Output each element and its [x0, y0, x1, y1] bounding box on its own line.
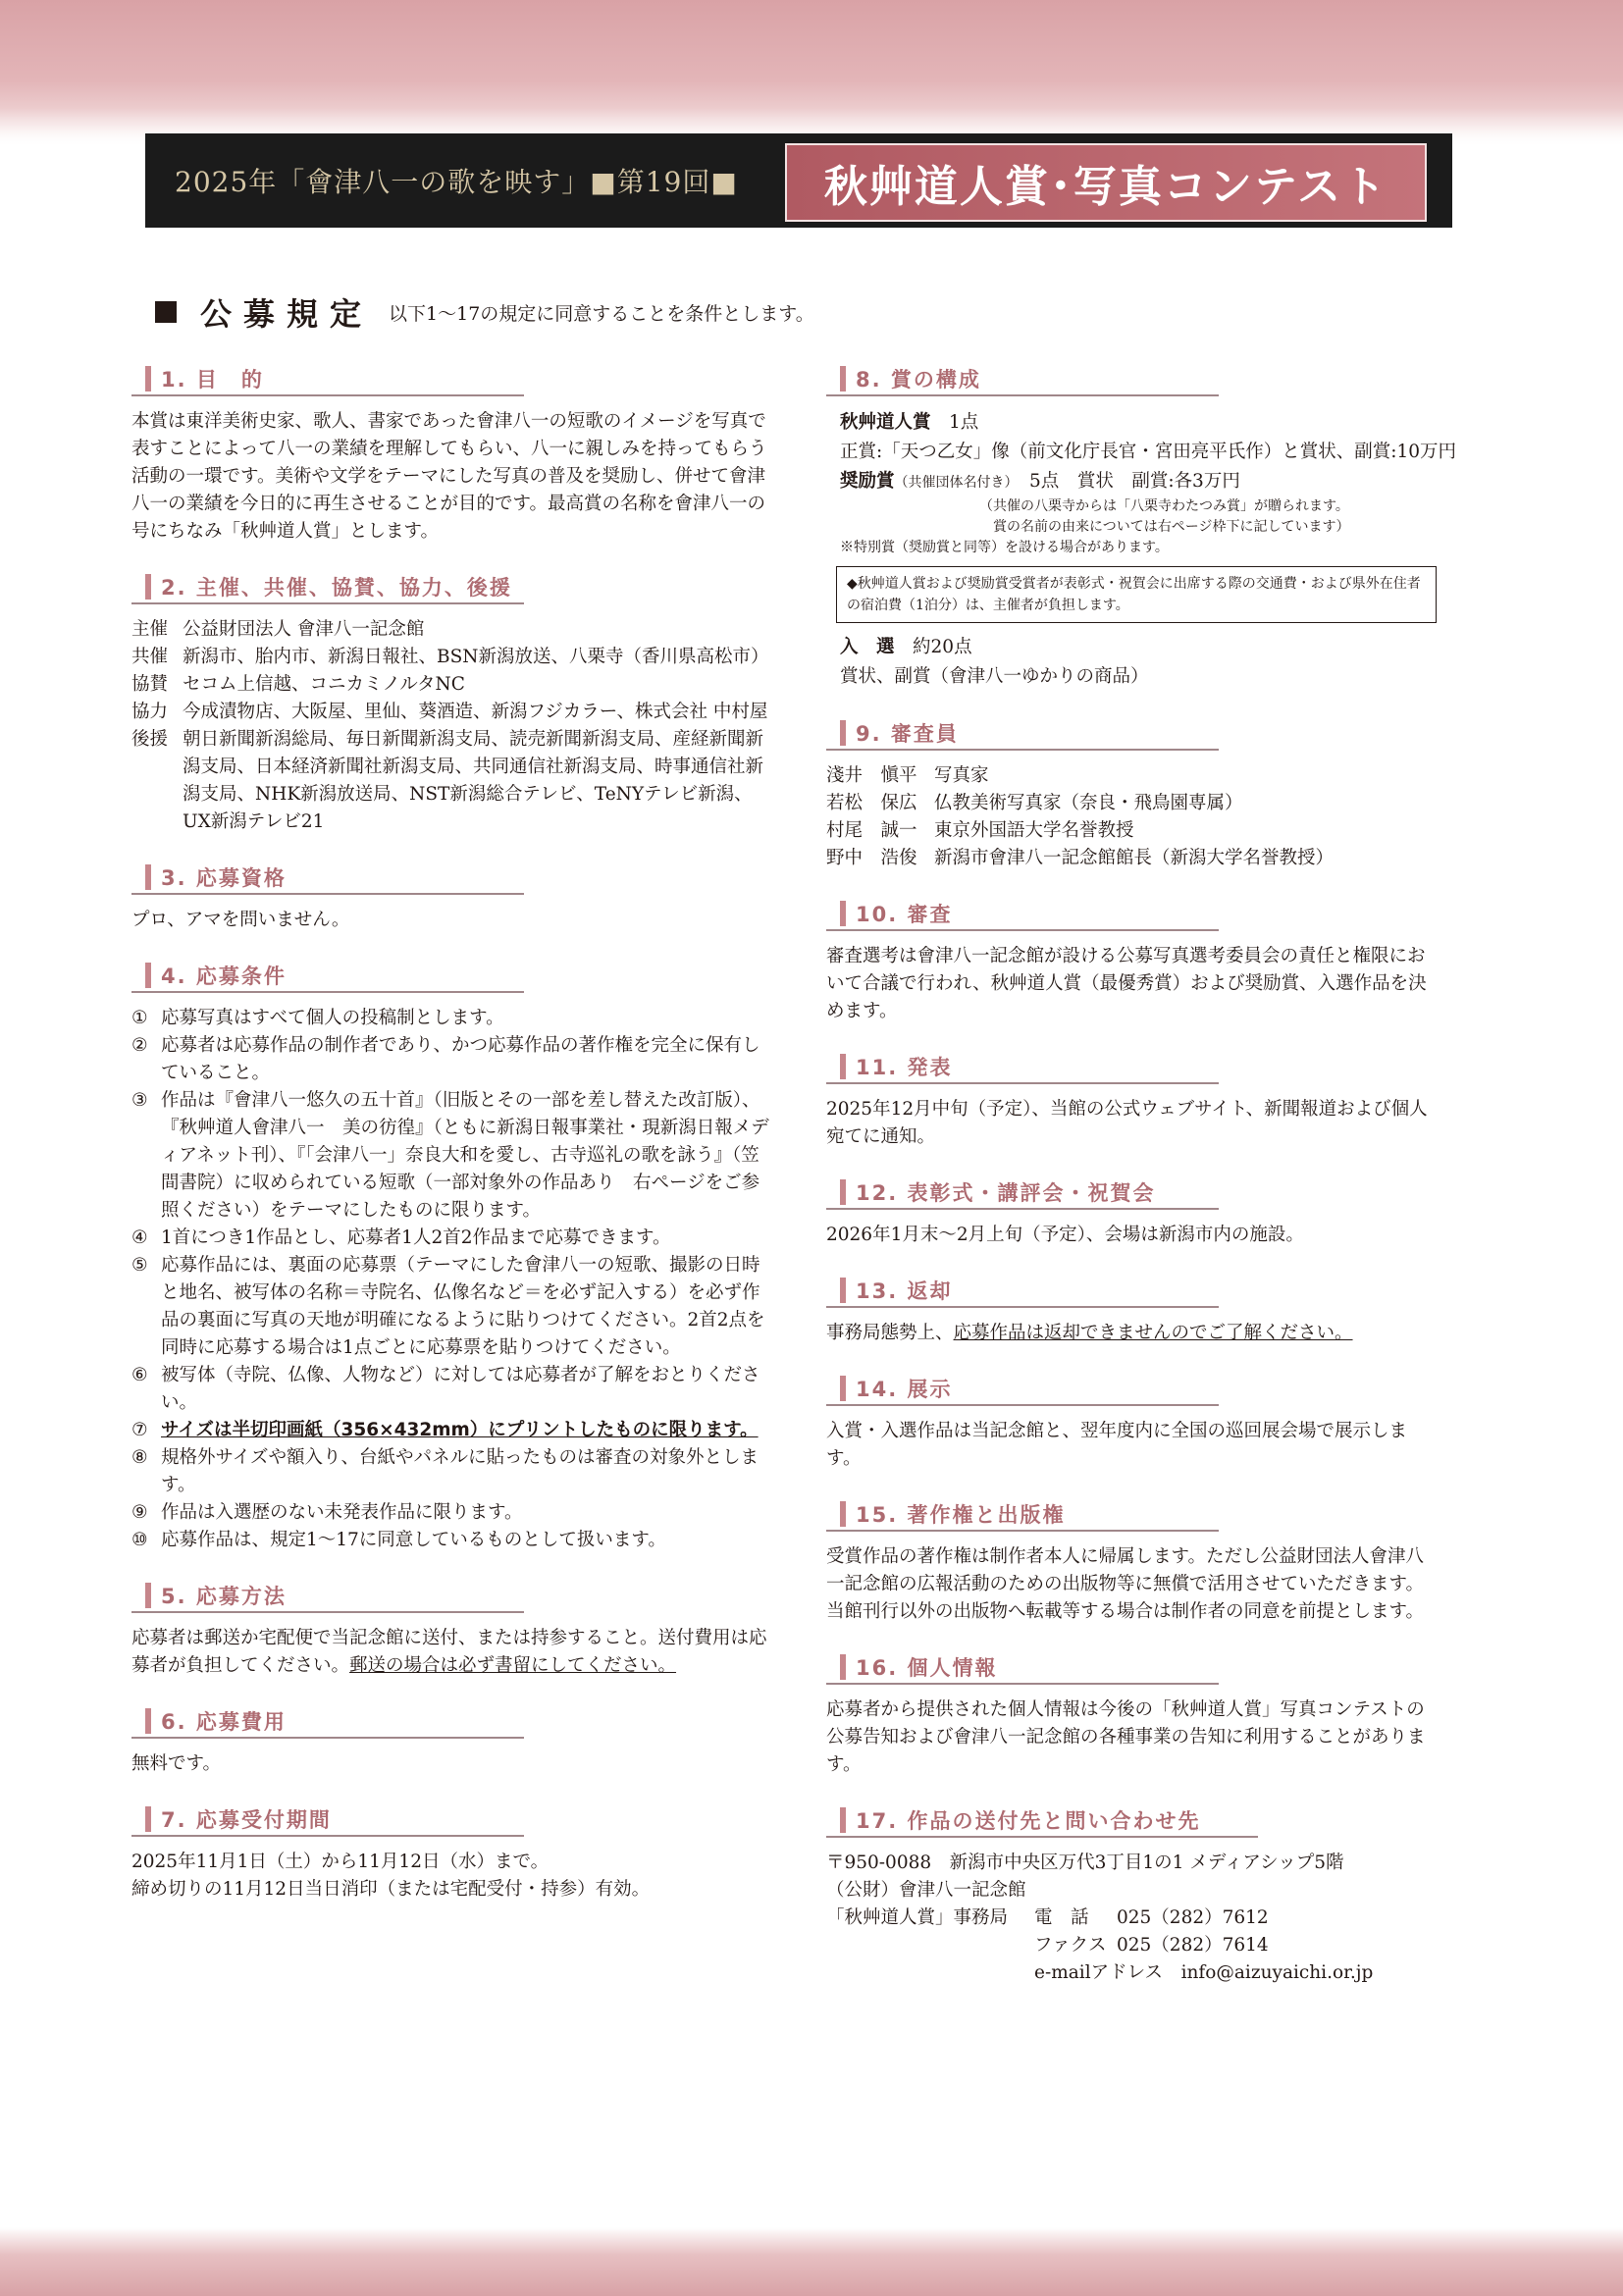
section-title: 4. 応募条件: [161, 965, 287, 988]
section-conditions: [131, 960, 771, 1554]
period-line-1: 2025年11月1日（土）から11月12日（水）まで。: [131, 1852, 550, 1872]
prize-note-2: 賞の名前の由来については右ページ枠下に記しています）: [993, 519, 1350, 535]
section-title: 13. 返却: [856, 1279, 953, 1303]
section-header: [131, 363, 524, 396]
section-header: [131, 1803, 524, 1837]
section-title: 8. 賞の構成: [856, 368, 981, 391]
section-header: [131, 1705, 524, 1739]
list-item: ④ 1首につき1作品とし、応募者1人2首2作品まで応募できます。: [131, 1227, 671, 1248]
rules-heading: [155, 289, 814, 335]
contact-address: 〒950-0088 新潟市中央区万代3丁目1の1 メディアシップ5階: [826, 1852, 1344, 1873]
list-item: ⑩ 応募作品は、規定1〜17に同意しているものとして扱います。: [131, 1530, 666, 1550]
section-title: 17. 作品の送付先と問い合わせ先: [856, 1809, 1201, 1833]
exhibition-text: 入賞・入選作品は当記念館と、翌年度内に全国の巡回展会場で展示します。: [826, 1421, 1408, 1469]
no-return-note: 応募作品は返却できませんのでご了解ください。: [953, 1323, 1353, 1343]
section-organizers: [131, 571, 771, 836]
fee-text: 無料です。: [131, 1753, 222, 1774]
grand-prize: 秋艸道人賞 1点: [840, 412, 979, 433]
section-announcement: [826, 1051, 1435, 1151]
section-contact: [826, 1804, 1435, 1987]
section-ceremony: [826, 1176, 1435, 1249]
section-title: 14. 展示: [856, 1378, 953, 1401]
section-period: [131, 1803, 771, 1904]
right-column: [826, 363, 1457, 2012]
section-title: 15. 著作権と出版権: [856, 1503, 1066, 1527]
email-link[interactable]: info@aizuyaichi.or.jp: [1180, 1962, 1374, 1983]
section-title: 2. 主催、共催、協賛、協力、後援: [161, 576, 512, 600]
expenses-note-box: ◆秋艸道人賞および奨励賞受賞者が表彰式・祝賀会に出席する際の交通費・および県外在住者の宿泊費（1泊分）は、主催者が負担します。: [836, 566, 1437, 623]
list-item: ⑧ 規格外サイズや額入り、台紙やパネルに貼ったものは審査の対象外とします。: [131, 1447, 759, 1495]
contact-org: （公財）會津八一記念館: [826, 1880, 1026, 1901]
section-header: [826, 1498, 1219, 1532]
section-fee: [131, 1705, 771, 1778]
prize-note-1: （共催の八栗寺からは「八栗寺わたつみ賞」が贈られます。: [979, 498, 1349, 514]
copyright-text: 受賞作品の著作権は制作者本人に帰属します。ただし公益財団法人會津八一記念館の広報活動のための出版物等に無償で活用させていただきます。当館刊行以外の出版物へ転載等する場合は制作者の同意を前提とします。: [826, 1546, 1425, 1622]
section-copyright: [826, 1498, 1435, 1626]
return-text: 事務局態勢上、応募作品は返却できませんのでご了解ください。: [826, 1323, 1353, 1343]
encouragement-prize: 奨励賞（共催団体名付き） 5点 賞状 副賞:各3万円: [840, 471, 1240, 492]
table-row: 野中 浩俊 新潟市會津八一記念館館長（新潟大学名誉教授）: [826, 848, 1335, 868]
list-item: ⑦ サイズは半切印画紙（356×432mm）にプリントしたものに限ります。: [131, 1420, 759, 1440]
section-title: 16. 個人情報: [856, 1656, 998, 1680]
section-title: 6. 応募費用: [161, 1710, 287, 1734]
method-text: 応募者は郵送か宅配便で当記念館に送付、または持参すること。送付費用は応募者が負担してください。郵送の場合は必ず書留にしてください。: [131, 1628, 767, 1676]
organizers-table: [131, 616, 771, 836]
table-row: 淺井 愼平 写真家: [826, 765, 989, 786]
section-header: [826, 898, 1219, 931]
ceremony-text: 2026年1月末〜2月上旬（予定）、会場は新潟市内の施設。: [826, 1225, 1304, 1245]
rules-intro: 以下1〜17の規定に同意することを条件とします。: [389, 302, 814, 325]
contest-title: 秋艸道人賞･写真コンテスト: [785, 143, 1427, 222]
section-header: [826, 1804, 1258, 1838]
section-header: [826, 717, 1219, 751]
section-title: 9. 審査員: [856, 722, 959, 746]
list-item: ② 応募者は応募作品の制作者であり、かつ応募作品の著作権を完全に保有していること。: [131, 1035, 760, 1083]
table-row: ファクス 025（282）7614: [826, 1932, 1373, 1959]
list-item: ① 応募写真はすべて個人の投稿制とします。: [131, 1008, 504, 1028]
section-title: 1. 目 的: [161, 368, 264, 391]
privacy-text: 応募者から提供された個人情報は今後の「秋艸道人賞」写真コンテストの公募告知および會津八一記念館の各種事業の告知に利用することがあります。: [826, 1699, 1426, 1775]
section-title: 7. 応募受付期間: [161, 1808, 332, 1832]
announcement-text: 2025年12月中旬（予定）、当館の公式ウェブサイト、新聞報道および個人宛てに通知。: [826, 1099, 1428, 1147]
section-prizes: [826, 363, 1457, 692]
section-eligibility: [131, 861, 771, 934]
square-bullet-icon: [155, 301, 177, 323]
section-title: 11. 発表: [856, 1056, 953, 1079]
left-column: [131, 363, 771, 1929]
list-item: ⑤ 応募作品には、裏面の応募票（テーマにした會津八一の短歌、撮影の日時と地名、被写体の名称＝寺院名、仏像名など＝を必ず記入する）を必ず作品の裏面に写真の天地が明確になるように貼りつけてください。2首2点を同時に応募する場合は1点ごとに応募票を貼りつけてください。: [131, 1255, 765, 1358]
eligibility-text: プロ、アマを問いません。: [131, 910, 350, 930]
section-header: [131, 1580, 524, 1613]
title-banner: [145, 133, 1452, 228]
registered-mail-note: 郵送の場合は必ず書留にしてください。: [349, 1655, 677, 1676]
section-judges: [826, 717, 1435, 872]
selected-prize: 入 選 約20点: [840, 637, 972, 657]
section-header: [826, 1176, 1219, 1210]
section-exhibition: [826, 1373, 1435, 1473]
table-row: 「秋艸道人賞」事務局 電 話 025（282）7612: [826, 1905, 1373, 1932]
table-row: 協賛 セコム上信越、コニカミノルタNC: [131, 674, 465, 695]
section-title: 10. 審査: [856, 903, 953, 926]
section-header: [826, 1275, 1219, 1308]
list-item: ⑥ 被写体（寺院、仏像、人物など）に対しては応募者が了解をおとりください。: [131, 1365, 760, 1413]
special-prize-note: ※特別賞（奨励賞と同等）を設ける場合があります。: [840, 540, 1169, 555]
section-purpose: [131, 363, 771, 546]
table-row: 村尾 誠一 東京外国語大学名誉教授: [826, 820, 1134, 841]
section-header: [131, 571, 524, 604]
list-item: ③ 作品は『會津八一悠久の五十首』（旧版とその一部を差し替えた改訂版）、『秋艸道人會津八一 美の彷徨』（ともに新潟日報事業社・現新潟日報メディアネット刊）、『「会津八一」奈良大和を愛し、古寺巡礼の歌を詠う』（笠間書院）に収められている短歌（一部対象外の作品あり 右ページをご参照ください）をテーマにしたものに限ります。: [131, 1090, 769, 1221]
contact-office: 「秋艸道人賞」事務局: [826, 1907, 1009, 1928]
decorative-bottom-band: [0, 2227, 1623, 2296]
section-title: 5. 応募方法: [161, 1585, 287, 1608]
section-header: [131, 960, 524, 993]
selected-prize-detail: 賞状、副賞（會津八一ゆかりの商品）: [840, 666, 1149, 687]
table-row: 主催 公益財団法人 會津八一記念館: [131, 619, 425, 640]
section-header: [826, 1373, 1219, 1406]
table-row: e-mailアドレス info@aizuyaichi.or.jp: [1034, 1962, 1374, 1983]
fax-number: 025（282）7614: [1117, 1935, 1269, 1956]
table-row: 協力 今成漬物店、大阪屋、里仙、葵酒造、新潟フジカラー、株式会社 中村屋: [131, 702, 768, 722]
section-method: [131, 1580, 771, 1680]
section-return: [826, 1275, 1435, 1347]
table-row: 後援 朝日新聞新潟総局、毎日新聞新潟支局、読売新聞新潟支局、産経新聞新潟支局、日本経済新聞社新潟支局、共同通信社新潟支局、時事通信社新潟支局、NHK新潟放送局、NST新潟総合テレビ、TeNYテレビ新潟、UX新潟テレビ21: [131, 729, 764, 832]
purpose-text: 本賞は東洋美術史家、歌人、書家であった會津八一の短歌のイメージを写真で表すことによって八一の業績を理解してもらい、八一に親しみを持ってもらう活動の一環です。美術や文学をテーマにした写真の普及を奨励し、併せて會津八一の業績を今日的に再生させることが目的です。最高賞の名称を會津八一の号にちなみ「秋艸道人賞」とします。: [131, 411, 767, 542]
section-title: 12. 表彰式・講評会・祝賀会: [856, 1181, 1156, 1205]
section-header: [826, 1051, 1219, 1084]
decorative-top-band: [0, 0, 1623, 147]
section-header: [826, 1651, 1219, 1685]
table-row: 若松 保広 仏教美術写真家（奈良・飛鳥園専属）: [826, 793, 1243, 813]
grand-prize-detail: 正賞:「天つ乙女」像（前文化庁長官・宮田亮平氏作）と賞状、副賞:10万円: [840, 442, 1457, 462]
contact-table: [826, 1905, 1373, 1987]
section-privacy: [826, 1651, 1435, 1779]
section-review: [826, 898, 1435, 1025]
section-header: [826, 363, 1219, 396]
judges-table: [826, 762, 1334, 872]
phone-number: 025（282）7612: [1117, 1907, 1269, 1928]
section-header: [131, 861, 524, 895]
period-line-2: 締め切りの11月12日当日消印（または宅配受付・持参）有効。: [131, 1879, 651, 1900]
section-title: 3. 応募資格: [161, 866, 287, 890]
list-item: ⑨ 作品は入選歴のない未発表作品に限ります。: [131, 1502, 523, 1523]
table-row: 共催 新潟市、胎内市、新潟日報社、BSN新潟放送、八栗寺（香川県高松市）: [131, 647, 769, 667]
title-prefix: 2025年「會津八一の歌を映す」■第19回■: [175, 166, 738, 198]
rules-title: 公募規定: [200, 295, 374, 333]
review-text: 審査選考は會津八一記念館が設ける公募写真選考委員会の責任と権限において合議で行われ、秋艸道人賞（最優秀賞）および奨励賞、入選作品を決めます。: [826, 946, 1427, 1021]
